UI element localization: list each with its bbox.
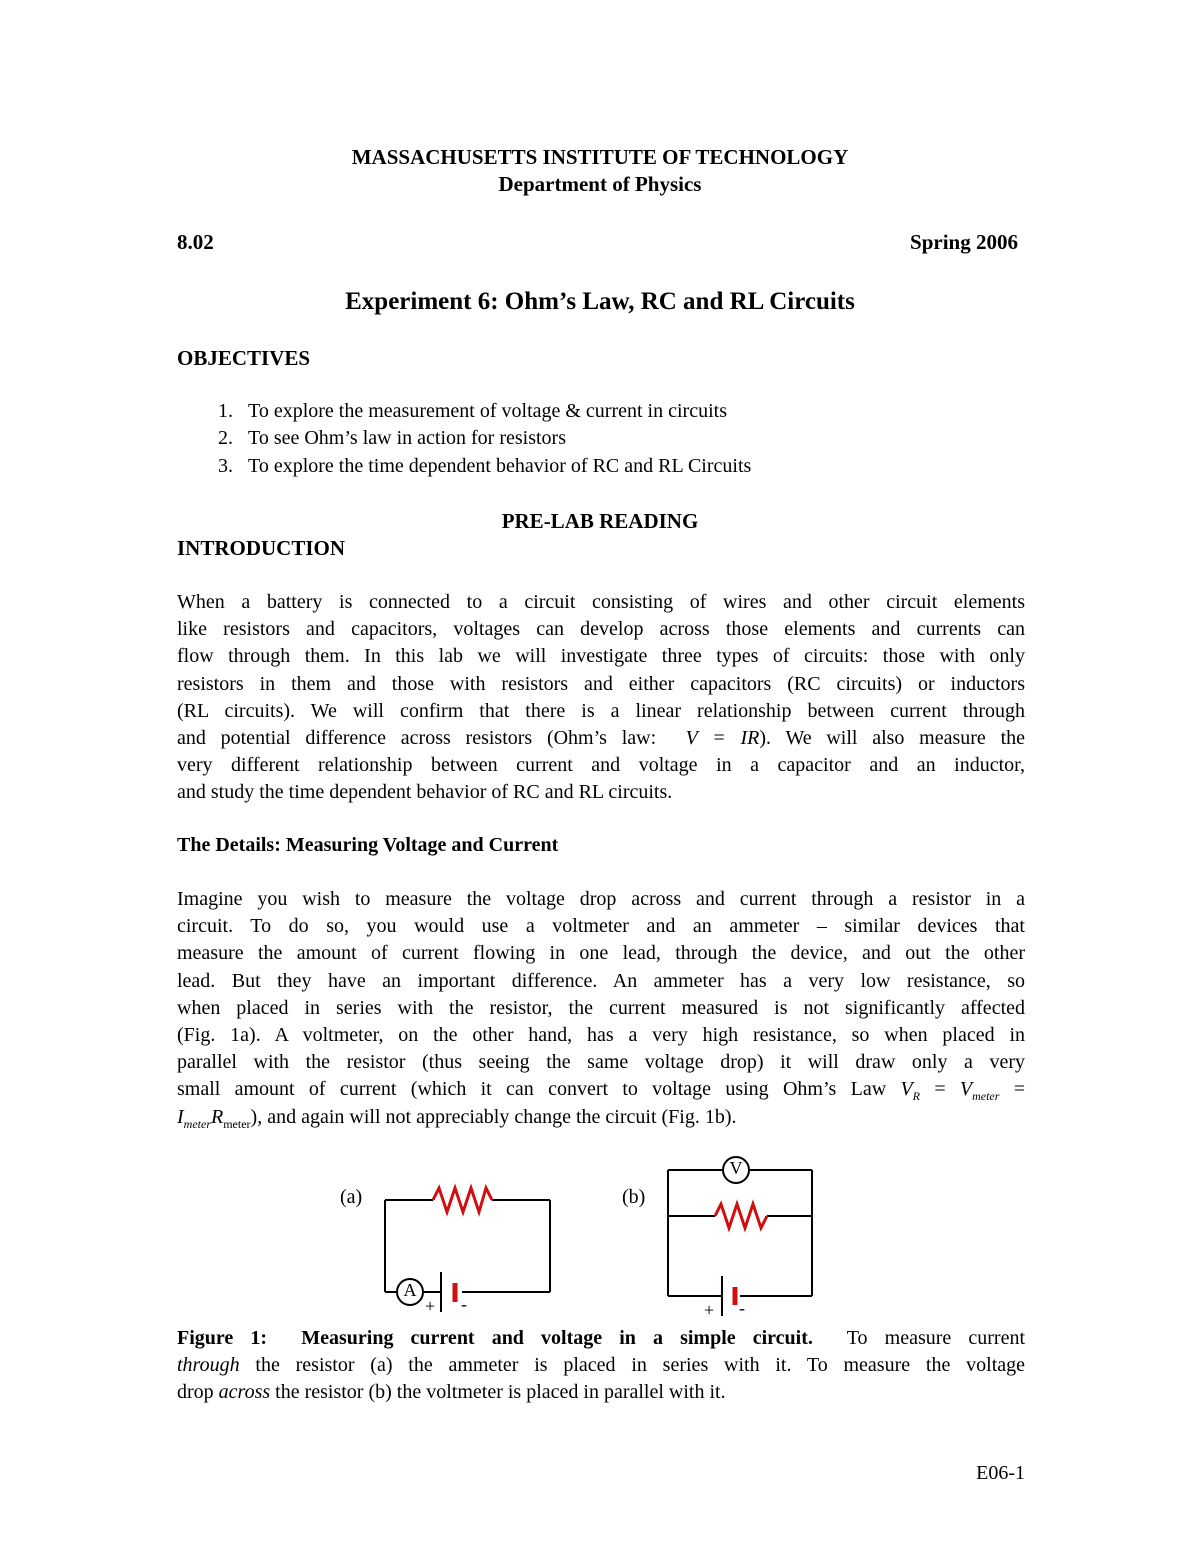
eq-symbol: V xyxy=(900,1078,913,1101)
paragraph-line: when placed in series with the resistor, the current measured is not significantly affected xyxy=(177,996,1025,1019)
emphasis-through: through xyxy=(177,1354,240,1377)
emphasis-across: across xyxy=(218,1381,271,1404)
course-number: 8.02 xyxy=(177,230,214,254)
caption-line xyxy=(177,1325,1025,1352)
caption-label: Figure 1: xyxy=(177,1327,268,1349)
prelab-heading: PRE-LAB READING xyxy=(501,509,699,533)
eq-symbol: V xyxy=(959,1078,973,1101)
eq-symbol: I xyxy=(177,1105,184,1128)
circuit-b xyxy=(668,1157,812,1316)
voltmeter-symbol: V xyxy=(729,1158,743,1178)
figure-label-a: (a) xyxy=(340,1186,363,1208)
department-heading: Department of Physics xyxy=(498,172,702,196)
line-text: ). We will also measure the xyxy=(759,726,1025,749)
line-text: drop xyxy=(177,1381,214,1404)
line-text: and potential difference across resistors (Ohm’s law: xyxy=(177,726,657,749)
eq-subscript: meter xyxy=(972,1089,1000,1104)
line-text: To measure current xyxy=(846,1327,1026,1349)
objective-number: 3. xyxy=(218,455,233,477)
objective-number: 2. xyxy=(218,427,233,449)
introduction-heading: INTRODUCTION xyxy=(177,536,346,560)
paragraph-line: measure the amount of current flowing in one lead, through the device, and out the other xyxy=(177,942,1025,965)
document-title: Experiment 6: Ohm’s Law, RC and RL Circuits xyxy=(345,288,855,315)
paragraph-line: and study the time dependent behavior of RC and RL circuits. xyxy=(177,781,673,804)
figure-label-b: (b) xyxy=(622,1186,646,1208)
caption-line xyxy=(177,1379,1025,1406)
objective-text: To explore the measurement of voltage & current in circuits xyxy=(248,400,727,422)
eq-subscript: meter xyxy=(223,1116,251,1131)
paragraph-line: Imagine you wish to measure the voltage drop across and current through a resistor in a xyxy=(177,888,1025,910)
ammeter-symbol: A xyxy=(403,1280,417,1300)
caption-line xyxy=(177,1352,1025,1379)
line-text: small amount of current (which it can convert to voltage using Ohm’s Law xyxy=(177,1078,887,1101)
objective-text: To explore the time dependent behavior of RC and RL Circuits xyxy=(248,455,752,477)
paragraph-line: very different relationship between current and voltage in a capacitor and an inductor, xyxy=(177,754,1025,777)
paragraph-line: circuit. To do so, you would use a voltmeter and an ammeter – similar devices that xyxy=(177,915,1025,938)
line-text: the resistor (b) the voltmeter is placed in parallel with it. xyxy=(275,1381,726,1404)
details-heading: The Details: Measuring Voltage and Current xyxy=(177,834,559,856)
page-number: E06-1 xyxy=(976,1462,1025,1484)
institution-heading: MASSACHUSETTS INSTITUTE OF TECHNOLOGY xyxy=(351,145,849,169)
eq-symbol: R xyxy=(211,1105,224,1128)
term: Spring 2006 xyxy=(910,230,1018,254)
paragraph-line: parallel with the resistor (thus seeing the same voltage drop) it will draw only a very xyxy=(177,1051,1025,1074)
ohm-formula: V = IR xyxy=(685,726,760,749)
line-text: ), and again will not appreciably change the circuit (Fig. 1b). xyxy=(250,1105,737,1128)
objective-text: To see Ohm’s law in action for resistors xyxy=(248,427,566,449)
eq-subscript: R xyxy=(912,1089,921,1104)
paragraph-line: like resistors and capacitors, voltages can develop across those elements and currents can xyxy=(177,618,1025,641)
objectives-heading: OBJECTIVES xyxy=(177,346,311,370)
paragraph-line: lead. But they have an important difference. An ammeter has a very low resistance, so xyxy=(177,969,1025,992)
eq-sign: = xyxy=(934,1078,946,1101)
battery-minus-a: - xyxy=(461,1294,467,1314)
line-text: the resistor (a) the ammeter is placed in series with it. To measure the voltage xyxy=(255,1354,1026,1377)
paragraph-line: (Fig. 1a). A voltmeter, on the other hand, has a very high resistance, so when placed in xyxy=(177,1023,1025,1046)
paragraph-line: When a battery is connected to a circuit consisting of wires and other circuit elements xyxy=(177,591,1025,613)
figure-caption xyxy=(177,1325,1025,1407)
caption-title: Measuring current and voltage in a simple circuit. xyxy=(301,1327,813,1349)
eq-sign: = xyxy=(1013,1078,1026,1101)
objective-number: 1. xyxy=(218,400,233,422)
paragraph-line: resistors in them and those with resistors and either capacitors (RC circuits) or inductors xyxy=(177,672,1025,695)
paragraph-line: flow through them. In this lab we will investigate three types of circuits: those with only xyxy=(177,645,1025,668)
battery-plus-a: + xyxy=(425,1296,436,1316)
eq-subscript: meter xyxy=(183,1116,211,1131)
battery-minus-b: - xyxy=(739,1298,745,1318)
battery-plus-b: + xyxy=(704,1300,715,1320)
paragraph-line: (RL circuits). We will confirm that there is a linear relationship between current through xyxy=(177,699,1025,722)
